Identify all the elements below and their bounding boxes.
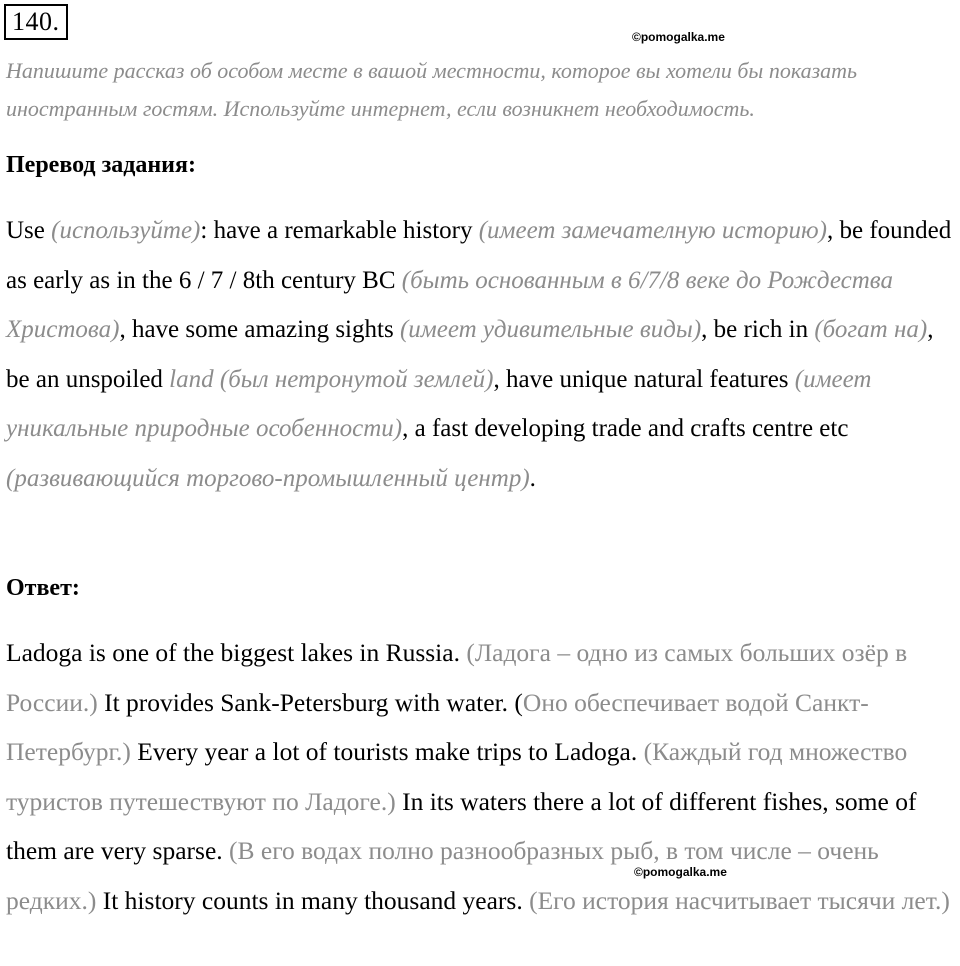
watermark-top: ©pomogalka.me [632,30,725,44]
translation-segment: (богат на) [814,316,928,343]
answer-segment: Ladoga is one of the biggest lakes in Russia. [6,638,467,667]
translation-segment: , be founded as early as in the 6 / 7 / 8th century BC [6,217,952,294]
translation-segment: , be rich in [701,316,815,343]
answer-segment: (Его история насчитывает тысячи лет.) [529,885,950,915]
translation-segment: (развивающийся торгово-промышленный центр) [6,464,530,492]
translation-segment: (имеет уникальные природные особенности) [6,365,872,442]
translation-segment: land (был нетронутой землей) [169,365,494,393]
translation-heading: Перевод задания: [6,152,196,178]
answer-segment: It history counts in many thousand years. [96,885,530,915]
translation-segment: : have a remarkable history [200,217,479,244]
translation-segment: , have some amazing sights [119,316,400,343]
task-text: Напишите рассказ об особом месте в вашой местности, которое вы хотели бы показать иностранным гостям. Используйте интернет, если возникнет необходимость. [6,58,858,121]
translation-segment: , a fast developing trade and crafts centre etc [402,415,849,442]
answer-segment: It provides Sank-Petersburg with water. ( [97,687,523,717]
answer-segment: (Ладога – одно из самых больших озёр в России.) [6,638,908,717]
translation-segment: , be an unspoiled [6,316,934,393]
translation-segment: (используйте) [51,217,201,244]
translation-segment: . [529,464,536,492]
task-number: 140. [4,4,68,40]
translation-paragraph [6,206,956,503]
answer-segment: (Каждый год множество туристов путешествуют по Ладоге.) [6,737,908,816]
answer-segment: Every year a lot of tourists make trips to Ladoga. [130,737,644,766]
translation-segment: (имеет замечателную историю) [478,217,827,244]
answer-paragraph [6,628,956,925]
translation-segment: Use [6,217,52,244]
translation-segment: , have unique natural features [493,365,795,393]
answer-segment: Оно обеспечивает водой Санкт-Петербург.) [6,687,869,766]
watermark-bottom: ©pomogalka.me [634,865,727,879]
answer-heading: Ответ: [6,575,80,601]
answer-segment: In its waters there a lot of different fishes, some of them are very sparse. [6,786,917,865]
translation-segment: (быть основанным в 6/7/8 веке до Рождества Христова) [6,266,893,343]
translation-segment: (имеет удивительные виды) [399,316,702,343]
answer-segment: (В его водах полно разнообразных рыб, в том числе – очень редких.) [6,836,879,915]
